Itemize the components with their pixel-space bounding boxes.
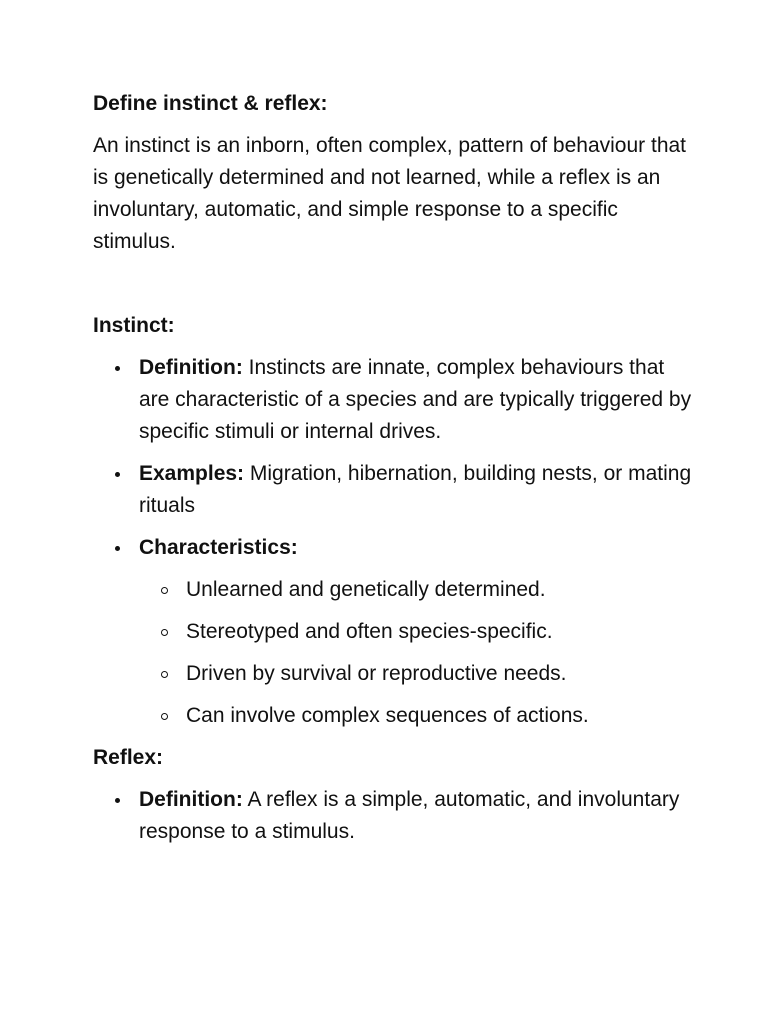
bullet-icon (115, 798, 120, 803)
definition-label: Definition: (139, 356, 243, 379)
examples-text: Migration, hibernation, building nests, or mating rituals (139, 462, 692, 517)
reflex-list (93, 784, 693, 848)
characteristic-item (139, 658, 693, 690)
circle-bullet-icon (161, 713, 168, 720)
characteristic-text: Can involve complex sequences of actions. (186, 704, 589, 727)
intro-paragraph: An instinct is an inborn, often complex, pattern of behaviour that is genetically determined and not learned, while a reflex is an involuntary, automatic, and simple response to a specific stimulus. (93, 134, 687, 253)
characteristic-item (139, 700, 693, 732)
instinct-heading: Instinct: (93, 314, 175, 337)
instinct-definition-item (93, 352, 693, 448)
examples-label: Examples: (139, 462, 245, 485)
intro-heading: Define instinct & reflex: (93, 92, 328, 115)
characteristic-item (139, 616, 693, 648)
bullet-icon (115, 366, 120, 371)
characteristic-text: Driven by survival or reproductive needs. (186, 662, 567, 685)
spacer (93, 258, 693, 310)
reflex-definition-item (93, 784, 693, 848)
instinct-list (93, 352, 693, 732)
characteristics-list (139, 574, 693, 732)
circle-bullet-icon (161, 629, 168, 636)
bullet-icon (115, 472, 120, 477)
circle-bullet-icon (161, 671, 168, 678)
reflex-heading: Reflex: (93, 746, 164, 769)
instinct-characteristics-item (93, 532, 693, 732)
definition-text: Instincts are innate, complex behaviours that are characteristic of a species and are typically triggered by specific stimuli or internal drives. (139, 356, 692, 443)
characteristic-text: Stereotyped and often species-specific. (186, 620, 553, 643)
definition-label: Definition: (139, 788, 243, 811)
characteristic-item (139, 574, 693, 606)
characteristic-text: Unlearned and genetically determined. (186, 578, 546, 601)
bullet-icon (115, 546, 120, 551)
instinct-examples-item (93, 458, 693, 522)
definition-text: A reflex is a simple, automatic, and involuntary response to a stimulus. (139, 788, 680, 843)
document-page (93, 88, 693, 858)
circle-bullet-icon (161, 587, 168, 594)
characteristics-label: Characteristics: (139, 536, 298, 559)
